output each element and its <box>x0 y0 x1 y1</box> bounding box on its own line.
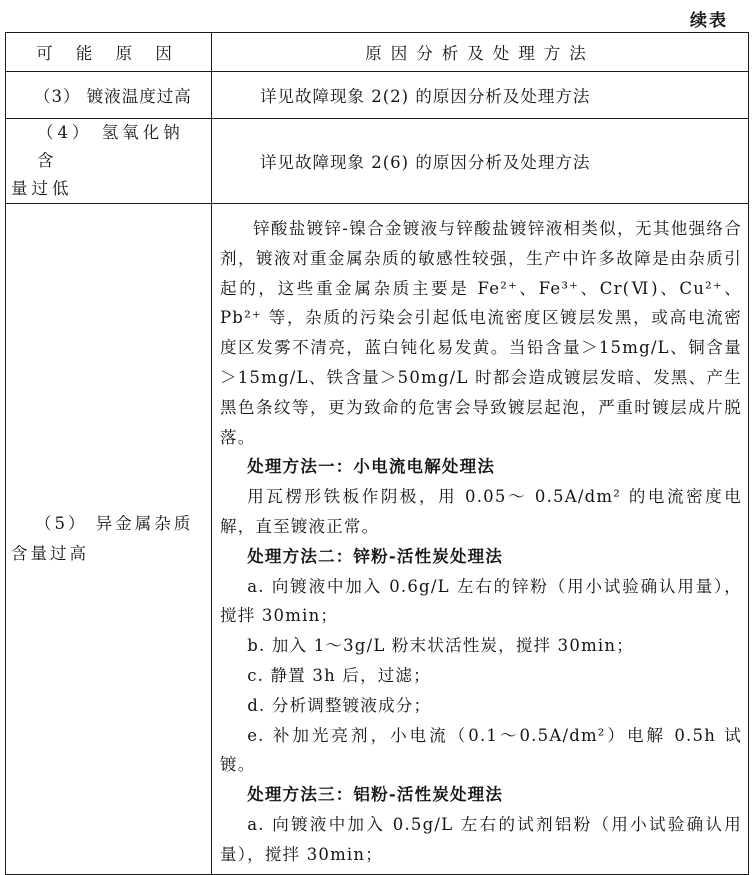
method-title: 处理方法三：铝粉-活性炭处理法 <box>247 785 504 805</box>
method-step: a. 向镀液中加入 0.5g/L 左右的试剂铝粉（用小试验确认用量），搅拌 30min； <box>220 814 742 864</box>
header-cause: 可 能 原 因 <box>6 33 212 72</box>
analysis-text: 详见故障现象 2(2) 的原因分析及处理方法 <box>260 87 591 106</box>
cause-text-line: （4） 氢氧化钠含 <box>37 123 184 170</box>
cause-text-line: 量过低 <box>11 179 73 198</box>
method-step: a. 向镀液中加入 0.6g/L 左右的锌粉（用小试验确认用量），搅拌 30min； <box>220 576 742 626</box>
table-row <box>6 72 749 119</box>
method-step: b. 加入 1～3g/L 粉末状活性炭，搅拌 30min； <box>247 636 634 656</box>
table-row <box>6 119 749 204</box>
cause-text: （3） 镀液温度过高 <box>34 87 192 106</box>
header-analysis: 原因分析及处理方法 <box>212 33 749 72</box>
analysis-paragraph: 用瓦楞形铁板作阴极，用 0.05～ 0.5A/dm² 的电流密度电解，直至镀液正常。 <box>220 487 742 536</box>
table-row <box>6 204 749 875</box>
cause-text-line: 含量过高 <box>11 544 89 563</box>
cause-text <box>6 119 211 203</box>
method-step: d. 分析调整镀液成分； <box>247 695 432 715</box>
troubleshooting-table <box>5 32 749 875</box>
method-title: 处理方法一：小电流电解处理法 <box>247 457 496 477</box>
analysis-paragraph: 锌酸盐镀锌-镍合金镀液与锌酸盐镀锌液相类似，无其他强络合剂，镀液对重金属杂质的敏感性较强，生产中许多故障是由杂质引起的，这些重金属杂质主要是 Fe²⁺、Fe³⁺、Cr(Ⅵ)、Cu²⁺、Pb²⁺ 等，杂质的污染会引起低电流密度区镀层发黑，或高电流密度区发雾不清亮，蓝白钝化易发黄。当铅含量＞15mg/L、铜含量＞15mg/L、铁含量＞50mg/L 时都会造成镀层发暗、发黑、产生黑色条纹等，更为致命的危害会导致镀层起泡，严重时镀层成片脱落。 <box>220 219 742 447</box>
cause-text <box>6 509 211 569</box>
cause-cell <box>6 72 212 119</box>
analysis-cell <box>212 204 749 875</box>
analysis-cell <box>212 119 749 204</box>
analysis-text: 详见故障现象 2(6) 的原因分析及处理方法 <box>260 153 591 172</box>
method-step: e. 补加光亮剂，小电流（0.1～0.5A/dm²）电解 0.5h 试镀。 <box>220 725 742 775</box>
cause-cell <box>6 204 212 875</box>
method-title: 处理方法二：锌粉-活性炭处理法 <box>247 546 504 566</box>
table-header-row <box>6 33 749 72</box>
method-step: c. 静置 3h 后，过滤； <box>247 665 431 685</box>
cause-cell <box>6 119 212 204</box>
continued-table-label: 续表 <box>690 11 728 31</box>
analysis-cell <box>212 72 749 119</box>
cause-text-line: （5） 异金属杂质 <box>35 514 194 533</box>
